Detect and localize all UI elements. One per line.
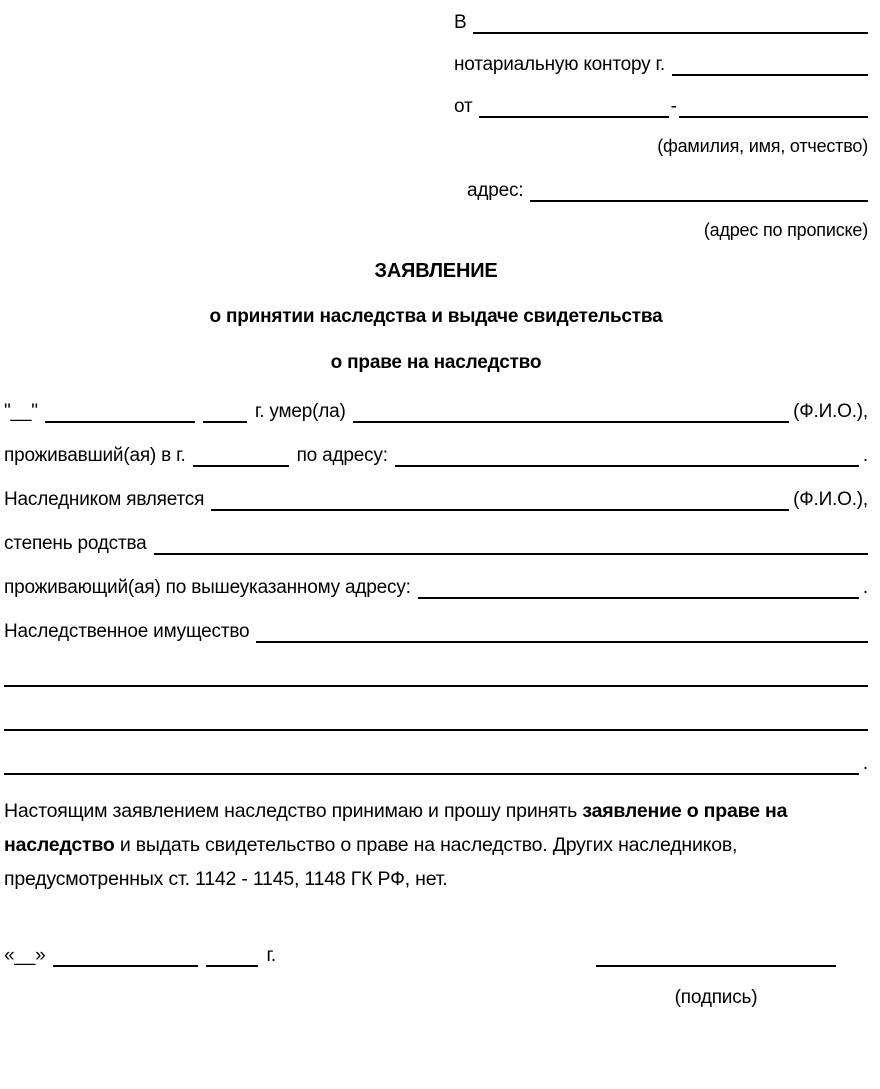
- kinship-blank-line: [154, 553, 868, 555]
- from-separator: -: [670, 96, 677, 117]
- resided-label: проживавший(ая) в г.: [4, 445, 186, 466]
- date-group: [4, 945, 284, 967]
- signature-group: [596, 965, 836, 967]
- applicant-name-blank-line: [679, 116, 868, 118]
- statement-text: предусмотренных ст. 1142 - 1145, 1148 ГК РФ, нет.: [4, 868, 448, 890]
- document-title: ЗАЯВЛЕНИЕ: [374, 260, 498, 282]
- property-blank-line-2: [4, 685, 868, 687]
- statement-paragraph: [4, 794, 862, 896]
- footer-year-label: г.: [266, 945, 276, 966]
- applicant-address-line: [454, 176, 868, 202]
- heir-address-blank-line: [418, 597, 859, 599]
- footer-date-quotes: «__»: [4, 945, 46, 966]
- addressee-block: [454, 8, 868, 244]
- death-year-suffix: г. умер(ла): [254, 401, 346, 422]
- heir-line: [4, 486, 868, 511]
- body-block: [4, 398, 868, 775]
- death-date-line: [4, 398, 868, 423]
- deceased-residence-line: [4, 442, 868, 467]
- property-blank-line-1: [256, 641, 868, 643]
- footer-year-blank-line: [206, 965, 258, 967]
- property-extra-line-2: [4, 706, 868, 731]
- address-label: адрес:: [467, 180, 524, 201]
- statement-bold-text: заявление о праве на: [582, 800, 788, 822]
- death-month-blank-line: [45, 421, 195, 423]
- residing-end-period: .: [862, 577, 868, 598]
- property-extra-line-1: [4, 662, 868, 687]
- kinship-label: степень родства: [4, 533, 147, 554]
- address-caption: (адрес по прописке): [703, 220, 868, 240]
- death-date-quotes: "__": [4, 401, 38, 422]
- inheritance-property-line: [4, 618, 868, 643]
- statement-bold-text: наследство: [4, 834, 115, 856]
- death-fio-caption: (Ф.И.О.),: [793, 401, 868, 422]
- property-blank-line-3: [4, 729, 868, 731]
- deceased-address-blank-line: [395, 465, 859, 467]
- statement-line-3: [4, 862, 862, 896]
- property-extra-line-3: [4, 750, 868, 775]
- statement-line-2: [4, 828, 862, 862]
- notary-office-label: нотариальную контору г.: [454, 54, 666, 75]
- property-blank-line-4: [4, 773, 859, 775]
- heir-residence-line: [4, 574, 868, 599]
- applicant-address-blank-line: [530, 200, 868, 202]
- property-label: Наследственное имущество: [4, 621, 250, 642]
- kinship-line: [4, 530, 868, 555]
- signature-caption: (подпись): [674, 987, 758, 1008]
- deceased-city-blank-line: [193, 465, 289, 467]
- heir-fio-caption: (Ф.И.О.),: [793, 489, 868, 510]
- to-label: В: [454, 12, 467, 33]
- title-block: [4, 260, 868, 374]
- applicant-from-line: [454, 92, 868, 118]
- document-subtitle-2: о праве на наследство: [330, 352, 542, 373]
- statement-text: и выдать свидетельство о праве на наследство. Других наследников,: [114, 834, 738, 856]
- heir-label: Наследником является: [4, 489, 205, 510]
- applicant-surname-blank-line: [479, 116, 668, 118]
- statement-text: Настоящим заявлением наследство принимаю и прошу принять: [4, 800, 583, 822]
- notary-name-blank-line: [473, 32, 868, 34]
- notary-office-line-1: [454, 8, 868, 34]
- notary-city-blank-line: [672, 74, 868, 76]
- heir-fio-blank-line: [211, 509, 789, 511]
- resided-end-period: .: [862, 445, 868, 466]
- fio-caption: (фамилия, имя, отчество): [657, 136, 868, 156]
- from-label: от: [454, 96, 473, 117]
- statement-line-1: [4, 794, 862, 828]
- footer-month-blank-line: [53, 965, 198, 967]
- residing-label: проживающий(ая) по вышеуказанному адресу:: [4, 577, 411, 598]
- deceased-fio-blank-line: [353, 421, 790, 423]
- footer-row: [4, 942, 868, 967]
- property-end-period: .: [862, 753, 868, 774]
- notary-office-line-2: [454, 50, 868, 76]
- signature-blank-line: [596, 965, 836, 967]
- death-year-blank-line: [203, 421, 247, 423]
- document-subtitle-1: о принятии наследства и выдаче свидетельства: [209, 306, 663, 327]
- resided-address-label: по адресу:: [296, 445, 388, 466]
